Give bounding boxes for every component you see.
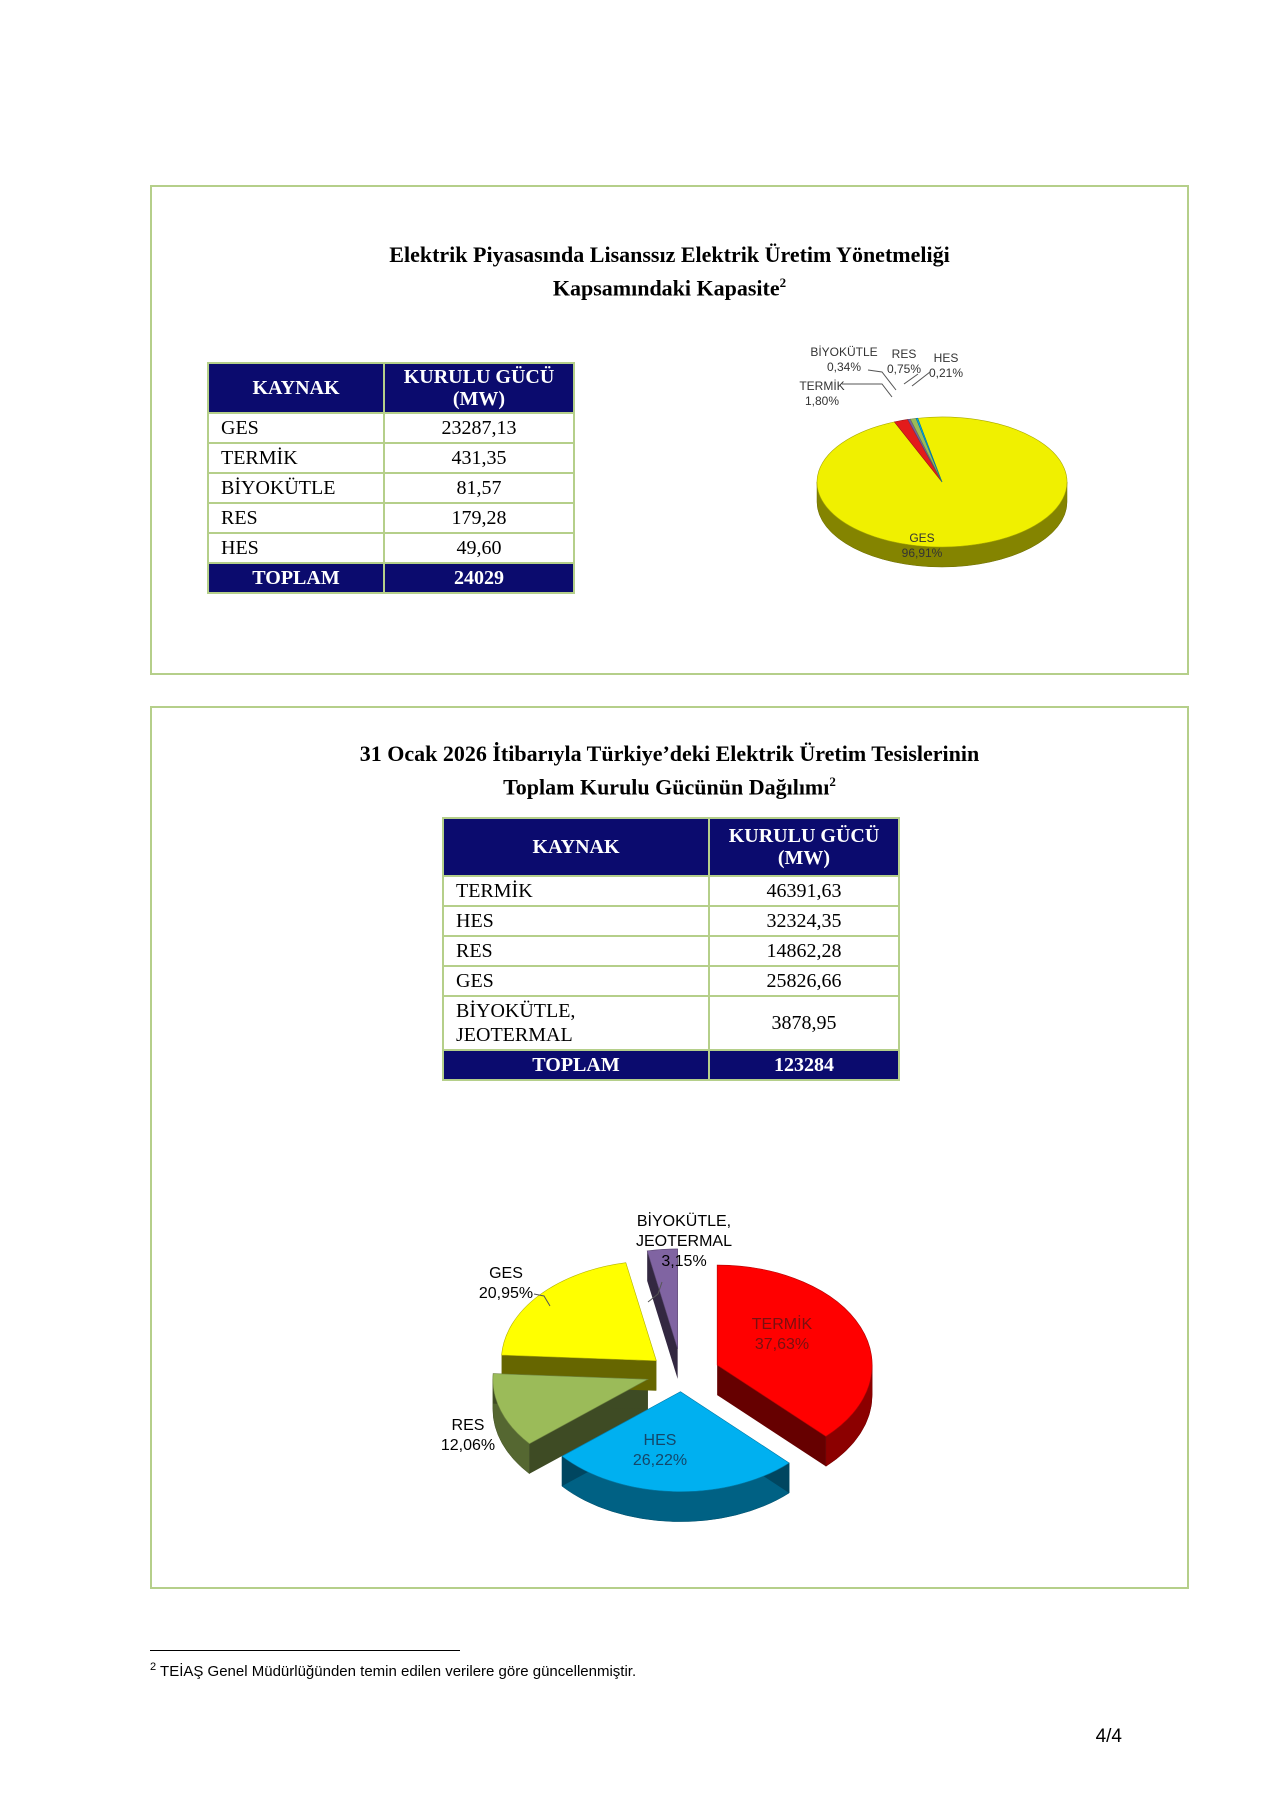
- leader-line: [842, 384, 892, 397]
- table-row: [443, 876, 899, 906]
- pie-label-ges: GES 96,91%: [901, 531, 943, 560]
- table-row: [208, 413, 574, 443]
- footnote-mark: 2: [150, 1661, 157, 1673]
- table-row: [443, 966, 899, 996]
- pie-label-ges: GES 20,95%: [478, 1265, 534, 1302]
- capacity-cell: 14862,28: [709, 936, 899, 966]
- total-row: [208, 563, 574, 593]
- source-cell: BİYOKÜTLE, JEOTERMAL: [443, 996, 709, 1050]
- capacity-cell: 25826,66: [709, 966, 899, 996]
- total-label: TOPLAM: [208, 563, 384, 593]
- source-cell: TERMİK: [208, 443, 384, 473]
- panel1-title-line2: Kapsamındaki Kapasite$^2$: [552, 275, 787, 301]
- pie-label-biyokutle: BİYOKÜTLE 0,34%: [810, 345, 878, 374]
- panel2-title: [152, 740, 1187, 801]
- capacity-cell: 431,35: [384, 443, 574, 473]
- source-cell: RES: [443, 936, 709, 966]
- page-number: 4/4: [1095, 1726, 1122, 1747]
- pie-chart-distribution: [382, 1178, 982, 1538]
- source-cell: BİYOKÜTLE: [208, 473, 384, 503]
- panel2-title-line2: Toplam Kurulu Gücünün Dağılımı$^2$: [503, 774, 836, 800]
- total-value: 24029: [384, 563, 574, 593]
- source-cell: GES: [208, 413, 384, 443]
- pie-slices: [493, 1249, 872, 1522]
- footnote-ref: 2: [779, 275, 787, 290]
- capacity-cell: 46391,63: [709, 876, 899, 906]
- source-cell: HES: [208, 533, 384, 563]
- column-header-source: KAYNAK: [443, 818, 709, 876]
- pie-label-res: RES 12,06%: [440, 1417, 496, 1454]
- source-cell: RES: [208, 503, 384, 533]
- panel1-title-line1: Elektrik Piyasasında Lisanssız Elektrik Üretim Yönetmeliği: [389, 242, 950, 267]
- table-row: [443, 906, 899, 936]
- source-cell: GES: [443, 966, 709, 996]
- capacity-table: [442, 817, 900, 1081]
- capacity-cell: 179,28: [384, 503, 574, 533]
- footnote-ref: 2: [829, 774, 836, 789]
- pie-slice-ges: [502, 1263, 657, 1361]
- pie-chart-licensed: [772, 342, 1112, 592]
- table-row: [208, 533, 574, 563]
- total-row: [443, 1050, 899, 1080]
- capacity-table: [207, 362, 575, 594]
- pie-label-hes: HES 0,21%: [928, 351, 964, 380]
- total-capacity-panel: [150, 706, 1189, 1589]
- capacity-cell: 81,57: [384, 473, 574, 503]
- capacity-cell: 32324,35: [709, 906, 899, 936]
- pie-label-termik: TERMİK 37,63%: [751, 1316, 813, 1353]
- table-row: [208, 443, 574, 473]
- pie-label-termik: TERMİK 1,80%: [799, 379, 845, 408]
- column-header-capacity: KURULU GÜCÜ (MW): [709, 818, 899, 876]
- source-cell: HES: [443, 906, 709, 936]
- table-row: [443, 936, 899, 966]
- table-row: [208, 473, 574, 503]
- pie-label-hes: HES 26,22%: [632, 1432, 688, 1469]
- panel2-title-line1: 31 Ocak 2026 İtibarıyla Türkiye’deki Elektrik Üretim Tesislerinin: [359, 741, 980, 766]
- panel1-title: [152, 241, 1187, 302]
- pie-label-biyokutle-jeotermal: BİYOKÜTLE, JEOTERMAL 3,15%: [635, 1213, 733, 1270]
- capacity-cell: 23287,13: [384, 413, 574, 443]
- capacity-cell: 49,60: [384, 533, 574, 563]
- pie-label-res: RES 0,75%: [886, 347, 922, 376]
- pie-slices: [817, 417, 1067, 567]
- table-row: [208, 503, 574, 533]
- source-cell: TERMİK: [443, 876, 709, 906]
- column-header-capacity: KURULU GÜCÜ (MW): [384, 363, 574, 413]
- capacity-cell: 3878,95: [709, 996, 899, 1050]
- table-row: [443, 996, 899, 1050]
- total-label: TOPLAM: [443, 1050, 709, 1080]
- footnote-text: TEİAŞ Genel Müdürlüğünden temin edilen verilere göre güncellenmiştir.: [160, 1663, 637, 1680]
- footnote: [150, 1661, 636, 1680]
- total-value: 123284: [709, 1050, 899, 1080]
- column-header-source: KAYNAK: [208, 363, 384, 413]
- licensed-capacity-panel: [150, 185, 1189, 675]
- footnote-separator: [150, 1650, 460, 1651]
